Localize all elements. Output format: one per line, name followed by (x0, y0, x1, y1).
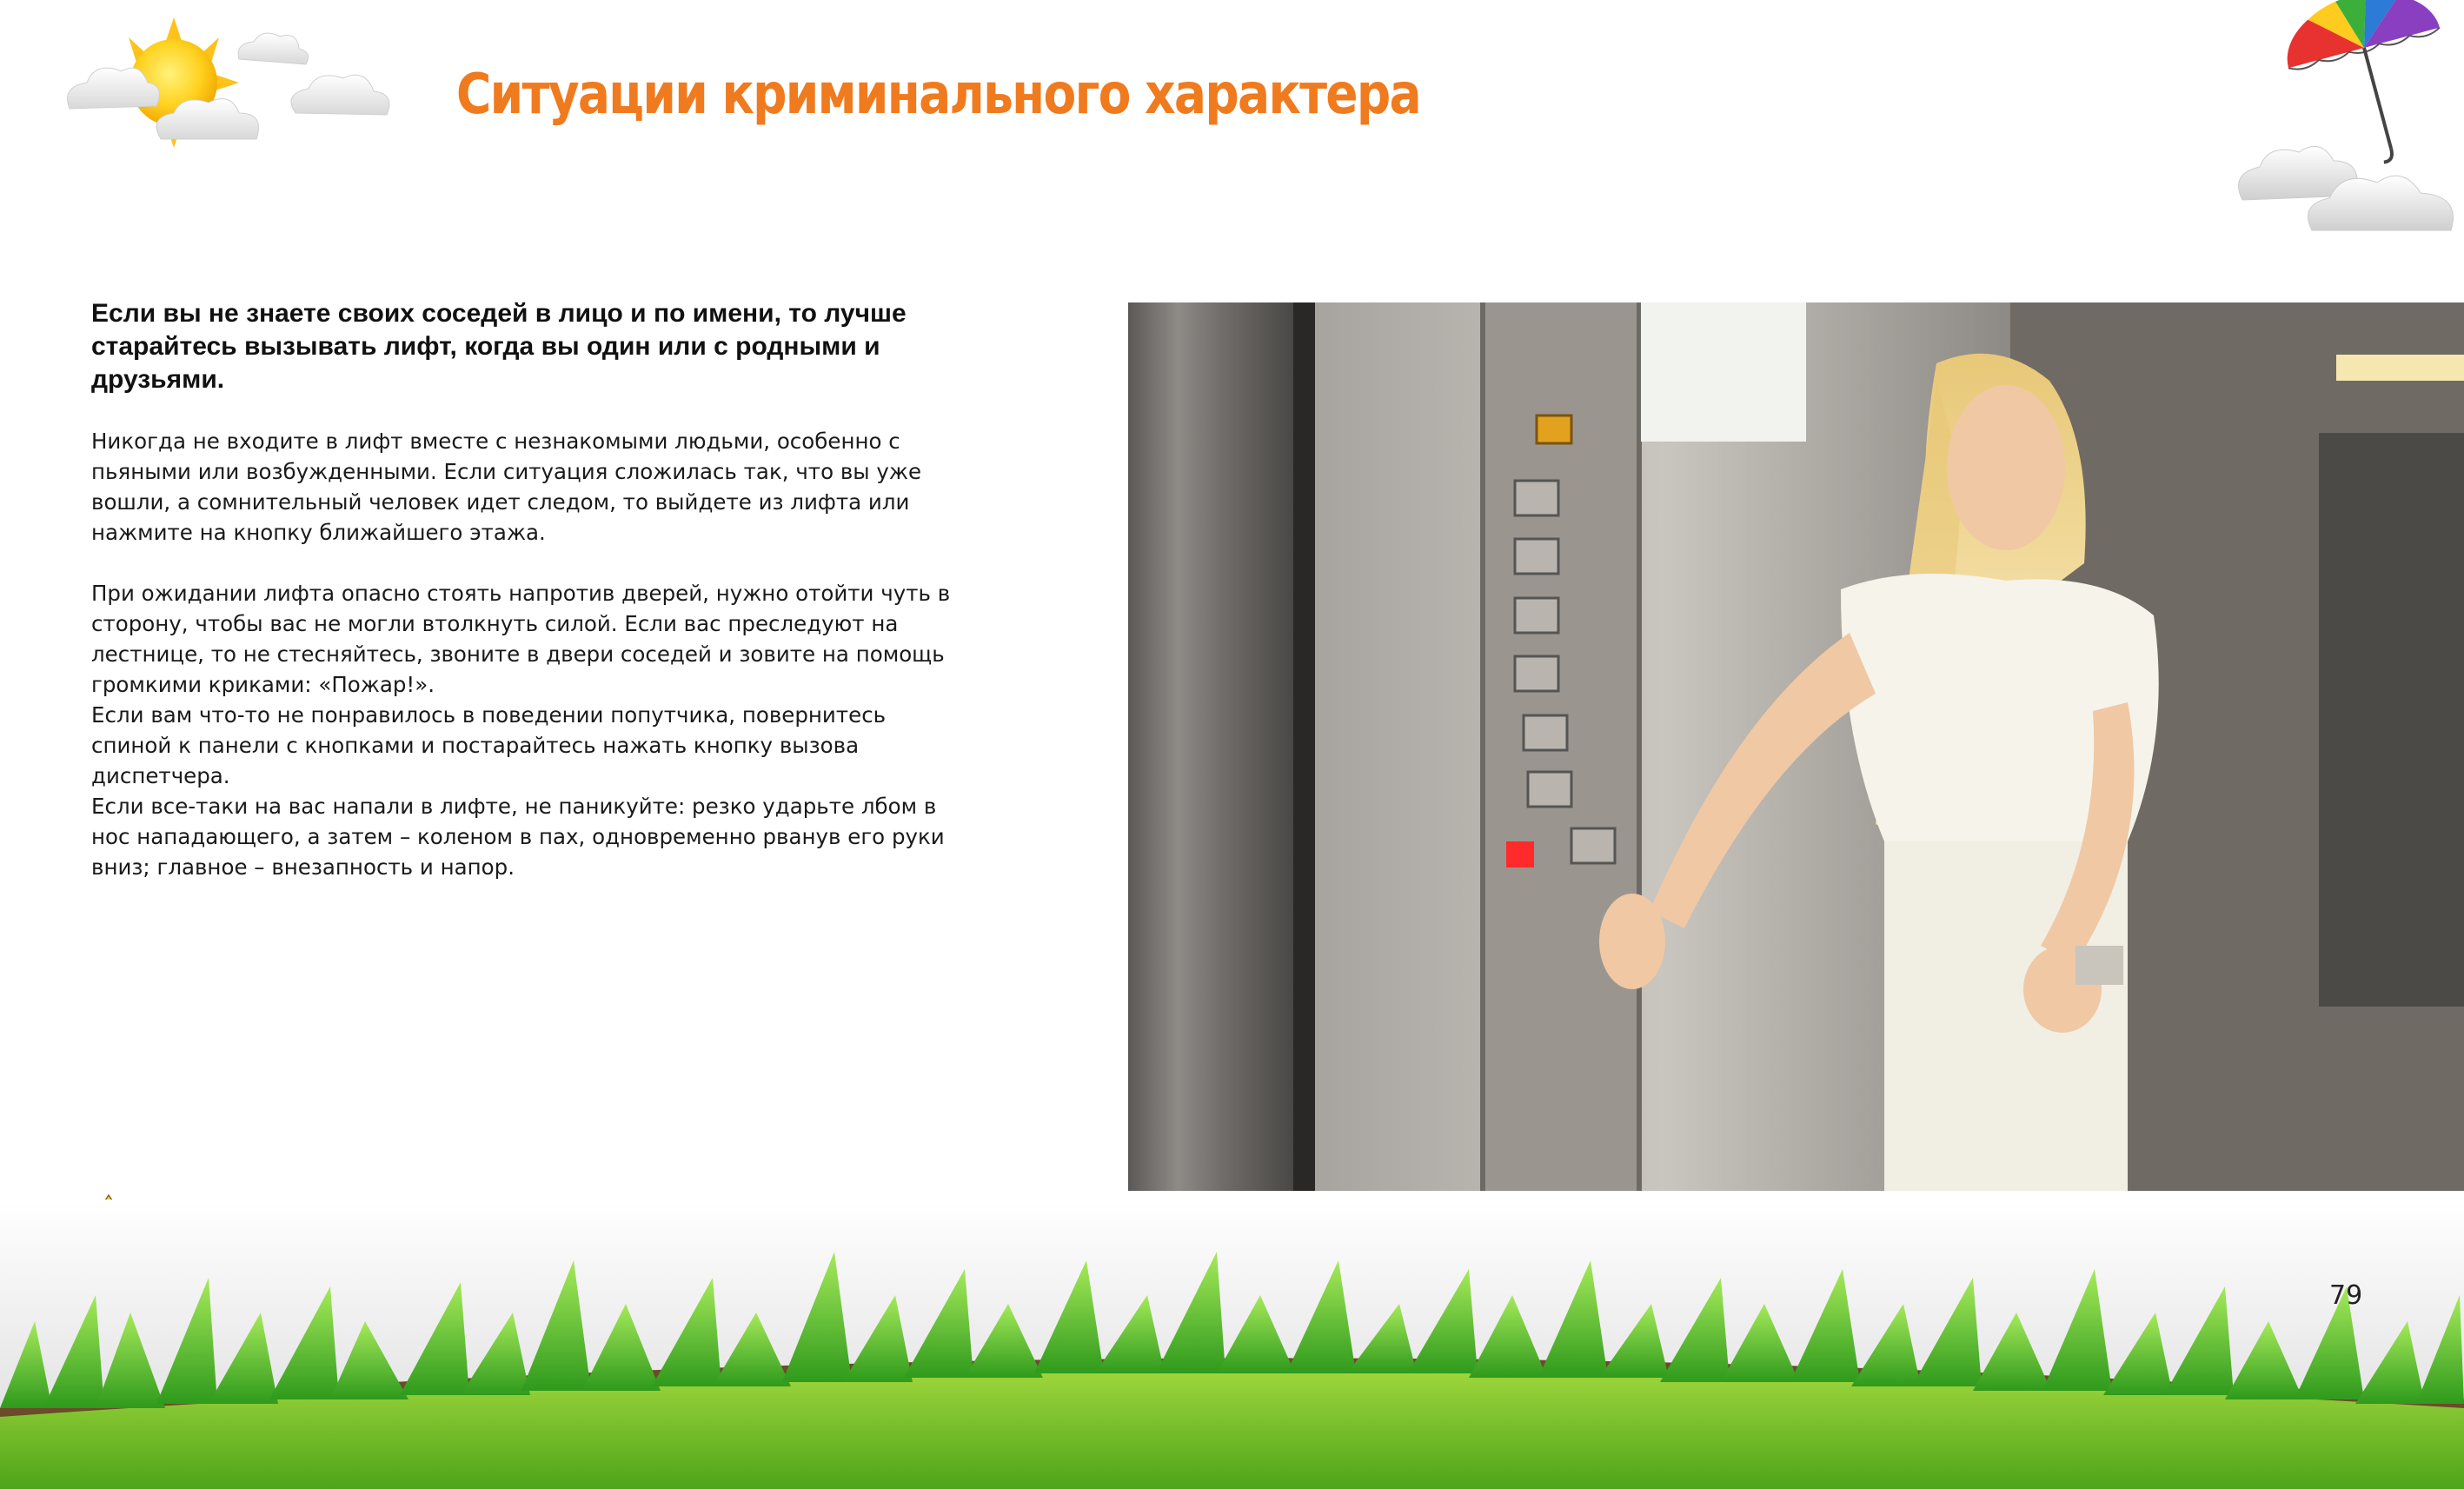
body-text (91, 426, 960, 882)
page-number: 79 (2329, 1280, 2363, 1311)
sun-clouds-icon (52, 9, 443, 183)
elevator-photo (1128, 302, 2464, 1191)
lead-paragraph: Если вы не знаете своих соседей в лицо и по имени, то лучше старайтесь вызывать лифт, когда вы один или с родными и друзьями. (91, 299, 907, 394)
paragraph-strangers: Никогда не входите в лифт вместе с незнакомыми людьми, особенно с пьяными или возбужденными. Если ситуация сложилась так, что вы уже вошли, а сомнительный человек идет следом, то выйдете из лифта или нажмите на кнопку ближайшего этажа. (91, 429, 922, 545)
paragraph-attack: Если все-таки на вас напали в лифте, не паникуйте: резко ударьте лбом в нос нападающего, а затем – коленом в пах, одновременно рванув его руки вниз; главное – внезапность и напор. (91, 794, 945, 880)
paragraph-fellow-traveler: Если вам что-то не понравилось в поведении попутчика, повернитесь спиной к панели с кнопками и постарайтесь нажать кнопку вызова диспетчера. (91, 702, 887, 788)
page-title: Ситуации криминального характера (456, 63, 1420, 127)
paragraph-waiting: При ожидании лифта опасно стоять напротив дверей, нужно отойти чуть в сторону, чтобы вас не могли втолкнуть силой. Если вас преследуют на лестнице, то не стесняйтесь, звоните в двери соседей и зовите на помощь громкими криками: «Пожар!». (91, 581, 951, 697)
umbrella-clouds-icon (2234, 0, 2464, 261)
grass-footer-icon (0, 1200, 2464, 1489)
